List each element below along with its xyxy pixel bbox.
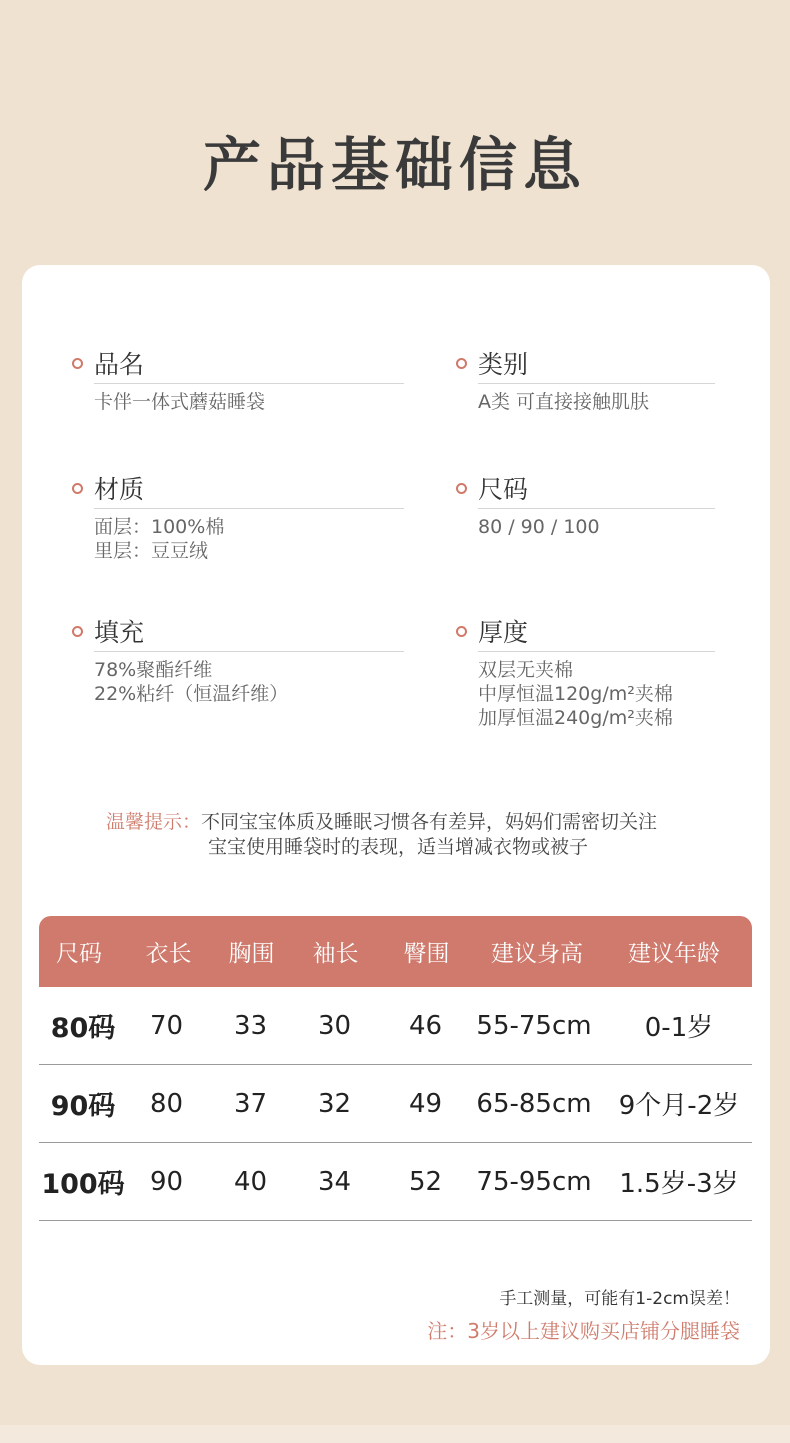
info-category-label: 类别 [478, 350, 529, 379]
table-header-cell: 建议年龄 [628, 941, 720, 967]
table-cell-size: 90码 [50, 1091, 116, 1122]
info-size [456, 470, 715, 550]
warm-tip [106, 810, 657, 860]
bullet-circle-icon [456, 626, 467, 637]
table-cell: 30 [317, 1010, 352, 1041]
table-cell: 70 [149, 1010, 184, 1041]
info-material-label: 材质 [94, 475, 145, 504]
bullet-circle-icon [72, 358, 83, 369]
table-row [39, 987, 752, 1065]
info-thickness [456, 613, 715, 733]
table-cell: 75-95cm [476, 1166, 592, 1197]
table-cell: 34 [317, 1166, 352, 1197]
divider [94, 651, 404, 652]
advice-note: 注：3岁以上建议购买店铺分腿睡袋 [427, 1319, 740, 1343]
table-cell: 46 [408, 1010, 443, 1041]
divider [94, 508, 404, 509]
table-header-cell: 袖长 [312, 941, 359, 967]
info-filling [72, 613, 404, 713]
table-cell: 40 [233, 1166, 268, 1197]
table-cell: 55-75cm [476, 1010, 592, 1041]
table-cell: 0-1岁 [644, 1013, 714, 1043]
info-filling-value: 78%聚酯纤维 22%粘纤（恒温纤维） [94, 659, 289, 705]
info-thickness-value: 双层无夹棉 中厚恒温120g/m²夹棉 加厚恒温240g/m²夹棉 [478, 659, 673, 729]
info-material [72, 470, 404, 570]
table-header-cell: 建议身高 [491, 941, 583, 967]
divider [478, 651, 715, 652]
info-material-value: 面层：100%棉 里层：豆豆绒 [94, 516, 225, 562]
table-cell: 1.5岁-3岁 [619, 1169, 739, 1199]
bottom-band [0, 1425, 790, 1443]
bullet-circle-icon [456, 358, 467, 369]
table-header-cell: 胸围 [228, 941, 275, 967]
divider [478, 383, 715, 384]
page-title: 产品基础信息 [202, 131, 587, 199]
divider [478, 508, 715, 509]
info-filling-label: 填充 [94, 618, 145, 647]
measure-note: 手工测量，可能有1-2cm误差！ [499, 1289, 740, 1309]
table-cell: 90 [149, 1166, 184, 1197]
table-cell: 80 [149, 1088, 184, 1119]
info-size-value: 80 / 90 / 100 [478, 516, 600, 538]
table-cell: 9个月-2岁 [618, 1091, 740, 1121]
info-name-label: 品名 [94, 350, 145, 379]
info-thickness-label: 厚度 [478, 618, 529, 647]
table-cell-size: 80码 [50, 1013, 116, 1044]
size-table [39, 916, 752, 1221]
tip-label: 温馨提示： [106, 811, 202, 833]
info-card [22, 265, 770, 1365]
table-header [39, 916, 752, 987]
info-name [72, 345, 404, 425]
table-cell: 33 [233, 1010, 268, 1041]
info-size-label: 尺码 [478, 475, 529, 504]
bullet-circle-icon [456, 483, 467, 494]
table-header-cell: 臀围 [403, 941, 450, 967]
table-header-cell: 尺码 [56, 941, 102, 967]
tip-line-1: 不同宝宝体质及睡眠习惯各有差异，妈妈们需密切关注 [201, 811, 658, 833]
bullet-circle-icon [72, 483, 83, 494]
bullet-circle-icon [72, 626, 83, 637]
table-row [39, 1143, 752, 1221]
info-category-value: A类 可直接接触肌肤 [478, 391, 650, 413]
table-cell: 52 [408, 1166, 443, 1197]
table-cell: 49 [408, 1088, 443, 1119]
info-name-value: 卡伴一体式蘑菇睡袋 [94, 391, 266, 413]
table-header-cell: 衣长 [145, 941, 192, 967]
tip-line-2: 宝宝使用睡袋时的表现，适当增减衣物或被子 [208, 836, 589, 858]
divider [94, 383, 404, 384]
table-row [39, 1065, 752, 1143]
info-category [456, 345, 715, 425]
table-cell: 65-85cm [476, 1088, 592, 1119]
table-cell-size: 100码 [41, 1169, 125, 1200]
table-cell: 32 [317, 1088, 352, 1119]
table-cell: 37 [233, 1088, 268, 1119]
